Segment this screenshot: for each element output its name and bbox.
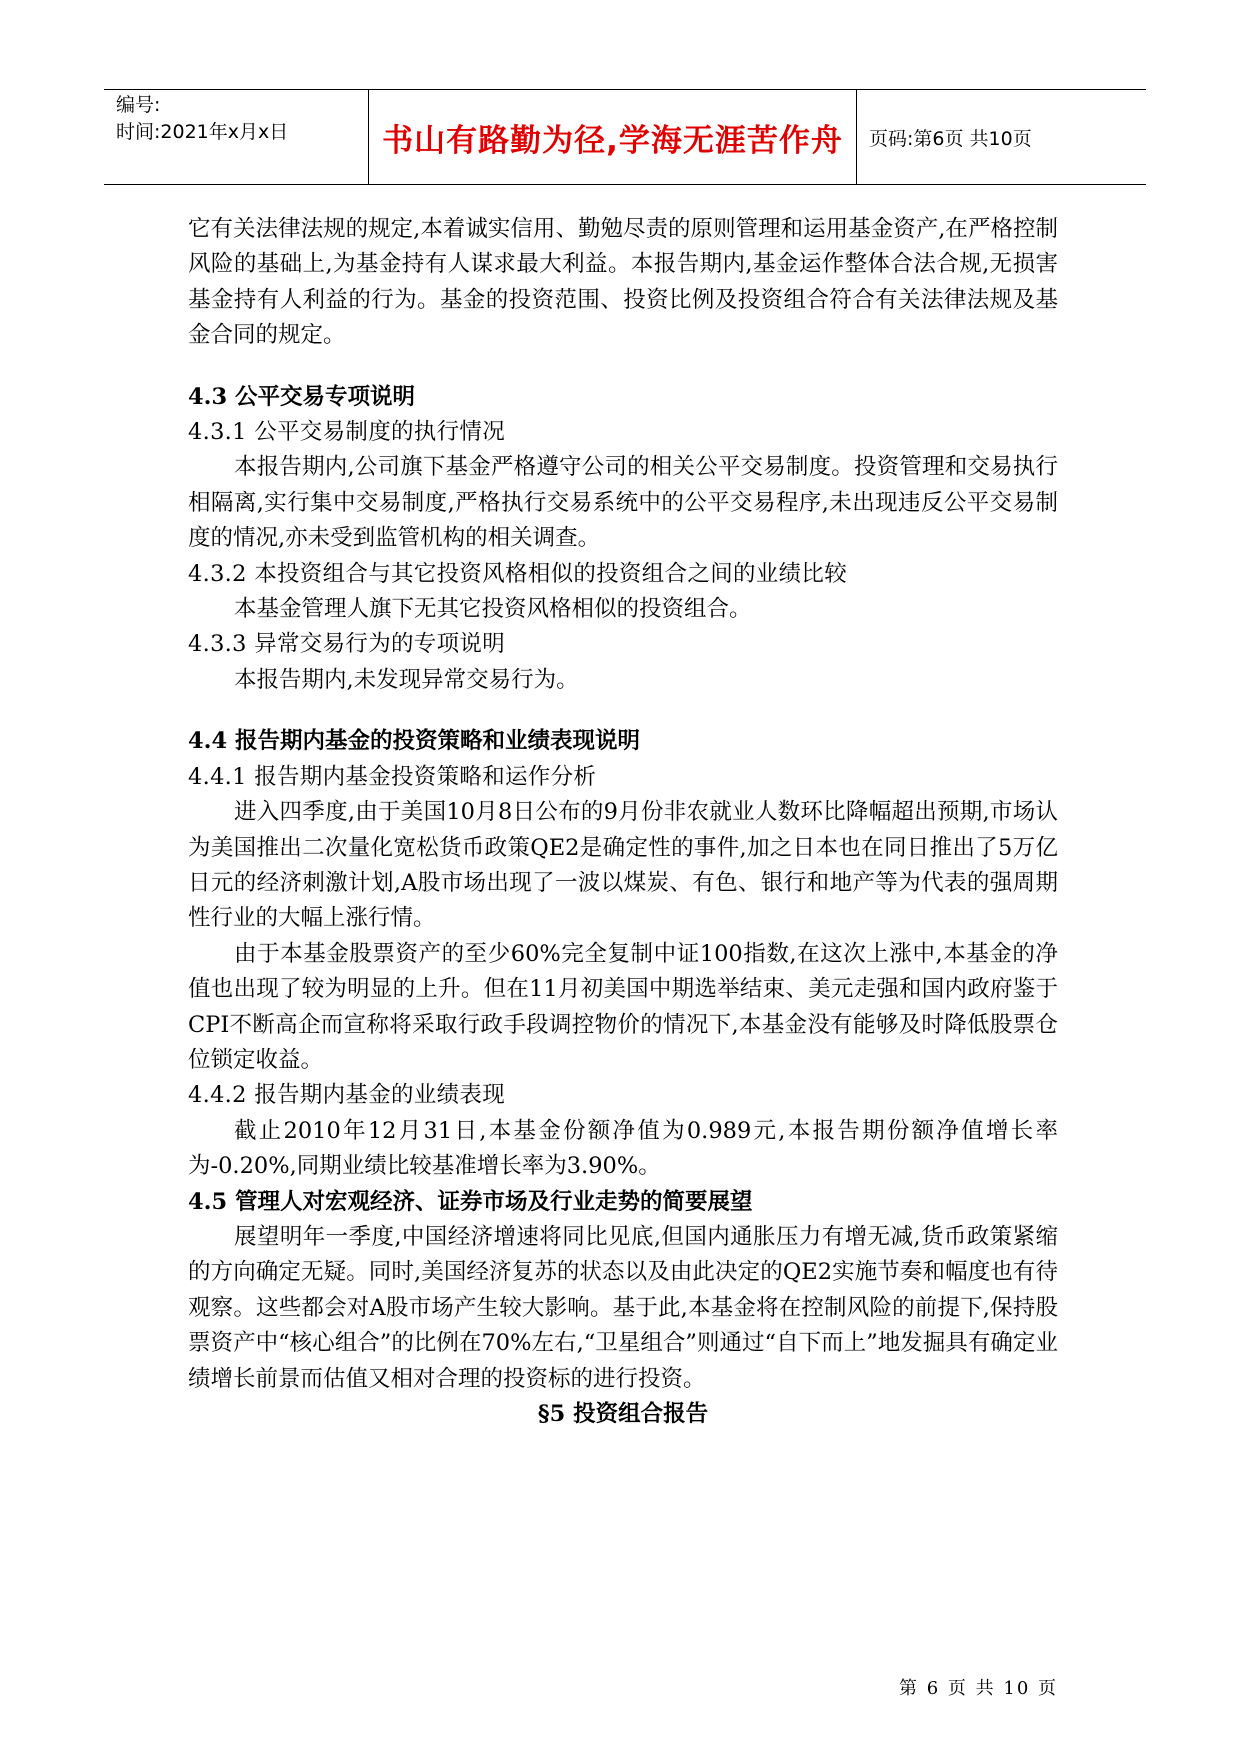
paragraph-4-3-2: 本基金管理人旗下无其它投资风格相似的投资组合。 <box>234 596 752 623</box>
paragraph-4-3-3: 本报告期内,未发现异常交易行为。 <box>234 666 579 693</box>
page-footer: 第 6 页 共 10 页 <box>899 1678 1058 1699</box>
number-label: 编号: <box>116 94 161 116</box>
document-body <box>188 212 1058 1432</box>
paragraph-4-4-1a: 进入四季度,由于美国10月8日公布的9月份非农就业人数环比降幅超出预期,市场认为美国推出二次量化宽松货币政策QE2是确定性的事件,加之日本也在同日推出了5万亿日元的经济刺激计划,A股市场出现了一波以煤炭、有色、银行和地产等为代表的强周期性行业的大幅上涨行情。 <box>188 799 1058 932</box>
heading-4-3-2: 4.3.2 本投资组合与其它投资风格相似的投资组合之间的业绩比较 <box>188 560 848 587</box>
time-label: 时间:2021年x月x日 <box>116 121 289 143</box>
header-motto: 书山有路勤为径,学海无涯苦作舟 <box>369 90 857 184</box>
heading-4-4: 4.4 报告期内基金的投资策略和业绩表现说明 <box>188 728 640 755</box>
heading-4-5: 4.5 管理人对宏观经济、证券市场及行业走势的简要展望 <box>188 1188 753 1215</box>
heading-4-3-1: 4.3.1 公平交易制度的执行情况 <box>188 419 506 446</box>
header-page-label: 页码:第6页 共10页 <box>869 127 1032 150</box>
heading-4-4-2: 4.4.2 报告期内基金的业绩表现 <box>188 1082 506 1109</box>
paragraph-4-4-1b: 由于本基金股票资产的至少60%完全复制中证100指数,在这次上涨中,本基金的净值也出现了较为明显的上升。但在11月初美国中期选举结束、美元走强和国内政府鉴于CPI不断高企而宣称将采取行政手段调控物价的情况下,本基金没有能够及时降低股票仓位锁定收益。 <box>188 940 1058 1073</box>
header-left <box>104 90 369 184</box>
paragraph-4-5: 展望明年一季度,中国经济增速将同比见底,但国内通胀压力有增无减,货币政策紧缩的方向确定无疑。同时,美国经济复苏的状态以及由此决定的QE2实施节奏和幅度也有待观察。这些都会对A股市场产生较大影响。基于此,本基金将在控制风险的前提下,保持股票资产中“核心组合”的比例在70%左右,“卫星组合”则通过“自下而上”地发掘具有确定业绩增长前景而估值又相对合理的投资标的进行投资。 <box>188 1223 1058 1392</box>
page-header <box>104 89 1146 185</box>
paragraph-4-3-1: 本报告期内,公司旗下基金严格遵守公司的相关公平交易制度。投资管理和交易执行相隔离,实行集中交易制度,严格执行交易系统中的公平交易程序,未出现违反公平交易制度的情况,亦未受到监管机构的相关调查。 <box>188 454 1058 552</box>
heading-4-3: 4.3 公平交易专项说明 <box>188 383 415 410</box>
heading-section-5: §5 投资组合报告 <box>537 1401 709 1427</box>
heading-4-3-3: 4.3.3 异常交易行为的专项说明 <box>188 631 506 658</box>
paragraph-4-4-2: 截止2010年12月31日,本基金份额净值为0.989元,本报告期份额净值增长率为-0.20%,同期业绩比较基准增长率为3.90%。 <box>188 1117 1058 1180</box>
paragraph-intro: 它有关法律法规的规定,本着诚实信用、勤勉尽责的原则管理和运用基金资产,在严格控制风险的基础上,为基金持有人谋求最大利益。本报告期内,基金运作整体合法合规,无损害基金持有人利益的行为。基金的投资范围、投资比例及投资组合符合有关法律法规及基金合同的规定。 <box>188 216 1058 349</box>
heading-4-4-1: 4.4.1 报告期内基金投资策略和运作分析 <box>188 763 597 790</box>
